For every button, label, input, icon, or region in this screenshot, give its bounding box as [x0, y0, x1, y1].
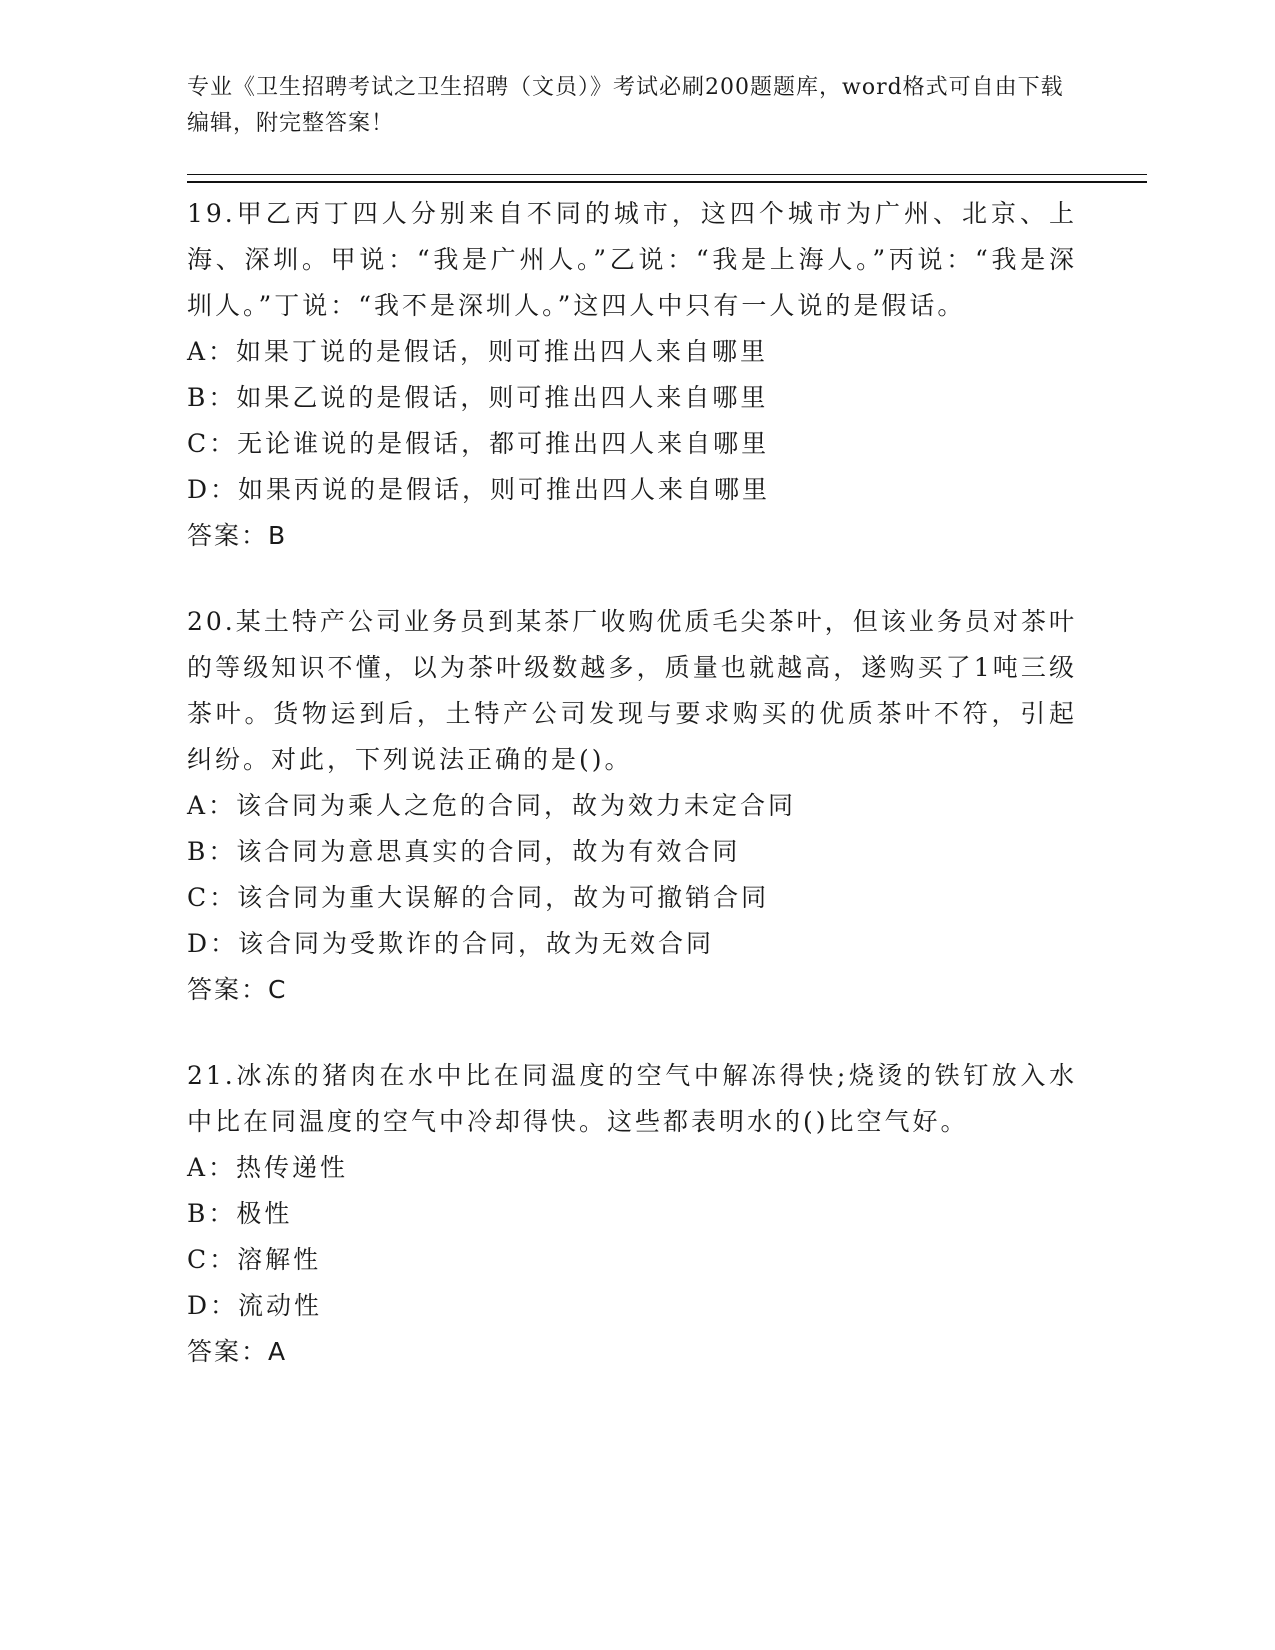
option-a: A：该合同为乘人之危的合同，故为效力未定合同 — [187, 791, 797, 820]
option-b: B：如果乙说的是假话，则可推出四人来自哪里 — [187, 383, 769, 412]
option-d: D：如果丙说的是假话，则可推出四人来自哪里 — [187, 475, 771, 504]
question-19 — [187, 191, 1147, 559]
answer: 答案：C — [187, 975, 288, 1004]
question-stem: 20.某土特产公司业务员到某茶厂收购优质毛尖茶叶，但该业务员对茶叶的等级知识不懂，以为茶叶级数越多，质量也就越高，遂购买了1吨三级茶叶。货物运到后，土特产公司发现与要求购买的优质茶叶不符，引起纠纷。对此，下列说法正确的是()。 — [187, 607, 1077, 774]
option-a: A：热传递性 — [187, 1153, 349, 1182]
answer: 答案：B — [187, 521, 288, 550]
question-stem: 21.冰冻的猪肉在水中比在同温度的空气中解冻得快;烧烫的铁钉放入水中比在同温度的空气中冷却得快。这些都表明水的()比空气好。 — [187, 1061, 1077, 1136]
option-c: C：无论谁说的是假话，都可推出四人来自哪里 — [187, 429, 770, 458]
option-a: A：如果丁说的是假话，则可推出四人来自哪里 — [187, 337, 769, 366]
question-21 — [187, 1053, 1147, 1375]
option-d: D：该合同为受欺诈的合同，故为无效合同 — [187, 929, 715, 958]
header-divider — [187, 174, 1147, 183]
document-header: 专业《卫生招聘考试之卫生招聘（文员）》考试必刷200题题库，word格式可自由下载编辑，附完整答案！ — [187, 75, 1064, 136]
option-c: C：该合同为重大误解的合同，故为可撤销合同 — [187, 883, 770, 912]
option-c: C：溶解性 — [187, 1245, 322, 1274]
question-20 — [187, 599, 1147, 1013]
question-stem: 19.甲乙丙丁四人分别来自不同的城市，这四个城市为广州、北京、上海、深圳。甲说：“我是广州人。”乙说：“我是上海人。”丙说：“我是深圳人。”丁说：“我不是深圳人。”这四人中只有一人说的是假话。 — [187, 199, 1077, 320]
answer: 答案：A — [187, 1337, 288, 1366]
option-b: B：该合同为意思真实的合同，故为有效合同 — [187, 837, 741, 866]
document-page — [187, 70, 1147, 1375]
option-b: B：极性 — [187, 1199, 293, 1228]
option-d: D：流动性 — [187, 1291, 323, 1320]
